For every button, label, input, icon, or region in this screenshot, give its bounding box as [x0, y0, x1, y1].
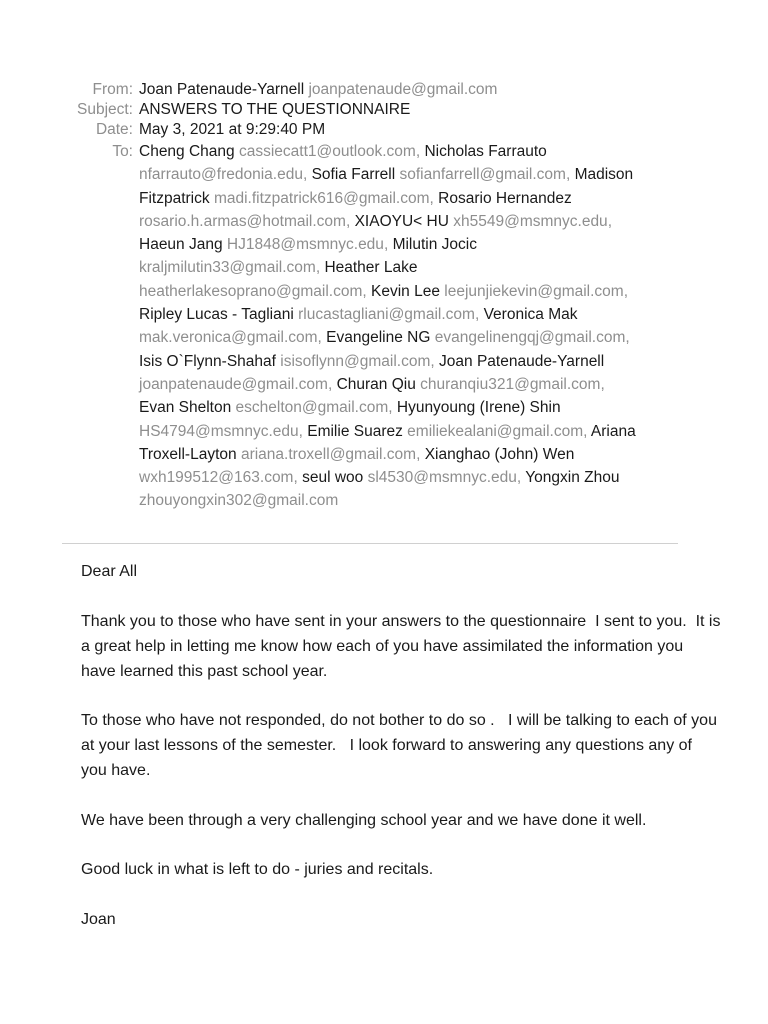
subject-row [0, 100, 768, 120]
recipient[interactable]: Nicholas Farrauto nfarrauto@fredonia.edu, [139, 143, 547, 184]
recipient[interactable]: Madison Fitzpatrick madi.fitzpatrick616@gmail.com, [139, 166, 634, 207]
subject-value: ANSWERS TO THE QUESTIONNAIRE [139, 101, 411, 118]
recipient[interactable]: Ariana Troxell-Layton ariana.troxell@gmail.com, [139, 422, 636, 463]
recipient[interactable]: Rosario Hernandez rosario.h.armas@hotmail.com, [139, 189, 572, 230]
sender-name[interactable]: Joan Patenaude-Yarnell [139, 81, 305, 98]
recipient-name[interactable]: Ariana Troxell-Layton [139, 422, 636, 463]
recipient-name[interactable]: Milutin Jocic [392, 236, 477, 254]
from-label: From: [92, 81, 133, 98]
recipient-email[interactable]: emiliekealani@gmail.com [407, 422, 584, 440]
recipient[interactable]: Heather Lake heatherlakesoprano@gmail.com, [139, 259, 418, 300]
body-paragraph: To those who have not responded, do not bother to do so . I will be talking to each of you at your last lessons of the semester. I look forward to answering any questions any of you have. [81, 712, 722, 779]
recipient-email[interactable]: zhouyongxin302@gmail.com [139, 492, 339, 510]
recipient-name[interactable]: Isis O`Flynn-Shahaf [139, 352, 276, 370]
body-paragraph: We have been through a very challenging school year and we have done it well. [81, 811, 647, 829]
recipient-name[interactable]: Joan Patenaude-Yarnell [439, 352, 605, 370]
recipient[interactable]: Xianghao (John) Wen wxh199512@163.com, [139, 445, 575, 487]
from-row [0, 80, 768, 100]
subject-label: Subject: [76, 101, 133, 118]
recipient-list [133, 140, 639, 513]
recipient[interactable]: Haeun Jang HJ1848@msmnyc.edu, [139, 236, 389, 254]
header-divider [62, 543, 678, 544]
recipient-name[interactable]: Nicholas Farrauto [424, 143, 547, 160]
recipient-name[interactable]: Yongxin Zhou [525, 469, 620, 487]
recipient-name[interactable]: Madison Fitzpatrick [139, 166, 634, 207]
message-body [81, 559, 725, 956]
recipient[interactable]: Churan Qiu churanqiu321@gmail.com, [336, 375, 605, 393]
recipient-email[interactable]: sl4530@msmnyc.edu [367, 469, 517, 487]
recipient-email[interactable]: heatherlakesoprano@gmail.com [139, 282, 363, 300]
recipient-email[interactable]: ariana.troxell@gmail.com [240, 445, 417, 463]
recipient[interactable]: Evan Shelton eschelton@gmail.com, [139, 399, 393, 417]
recipient[interactable]: Veronica Mak mak.veronica@gmail.com, [139, 306, 578, 347]
recipient-email[interactable]: kraljmilutin33@gmail.com [139, 259, 316, 277]
recipient[interactable]: Kevin Lee leejunjiekevin@gmail.com, [371, 282, 629, 300]
recipient-email[interactable]: rlucastagliani@gmail.com [298, 306, 475, 324]
recipient-email[interactable]: xh5549@msmnyc.edu [453, 212, 608, 230]
body-paragraph: Thank you to those who have sent in your answers to the questionnaire I sent to you. It is a great help in letting me know how each of you have assimilated the information you have learned this past school year. [81, 612, 725, 680]
to-label: To: [112, 143, 133, 160]
sender-email[interactable]: joanpatenaude@gmail.com [308, 81, 498, 98]
recipient-email[interactable]: leejunjiekevin@gmail.com [444, 282, 624, 300]
recipient[interactable]: Cheng Chang cassiecatt1@outlook.com, [139, 143, 421, 160]
email-header [0, 80, 768, 513]
recipient[interactable]: Emilie Suarez emiliekealani@gmail.com, [307, 422, 588, 440]
recipient[interactable]: Sofia Farrell sofianfarrell@gmail.com, [311, 166, 571, 184]
recipient-email[interactable]: joanpatenaude@gmail.com [139, 375, 328, 393]
recipient-name[interactable]: Hyunyoung (Irene) Shin [396, 399, 561, 417]
recipient-name[interactable]: Ripley Lucas - Tagliani [139, 306, 294, 324]
recipient-email[interactable]: nfarrauto@fredonia.edu [139, 166, 303, 184]
body-paragraph: Good luck in what is left to do - juries and recitals. [81, 861, 434, 878]
recipient[interactable]: seul woo sl4530@msmnyc.edu, [302, 469, 522, 487]
recipient-email[interactable]: churanqiu321@gmail.com [420, 375, 601, 393]
recipient-email[interactable]: evangelinengqj@gmail.com [434, 329, 626, 347]
recipient-email[interactable]: cassiecatt1@outlook.com [238, 143, 416, 160]
recipient-name[interactable]: XIAOYU< HU [354, 212, 449, 230]
recipient-name[interactable]: Heather Lake [324, 259, 418, 277]
greeting: Dear All [81, 563, 138, 580]
recipient-name[interactable]: Kevin Lee [371, 282, 440, 300]
recipient-email[interactable]: wxh199512@163.com [139, 469, 294, 487]
recipient-name[interactable]: Evan Shelton [139, 399, 232, 417]
recipient[interactable]: Joan Patenaude-Yarnell joanpatenaude@gmail.com, [139, 352, 605, 393]
recipient-name[interactable]: Evangeline NG [326, 329, 431, 347]
recipient-name[interactable]: Rosario Hernandez [438, 189, 572, 207]
signature: Joan [81, 910, 116, 928]
recipient-name[interactable]: Xianghao (John) Wen [424, 445, 575, 463]
recipient-name[interactable]: Cheng Chang [139, 143, 235, 160]
recipient-name[interactable]: seul woo [302, 469, 364, 487]
recipient-name[interactable]: Sofia Farrell [311, 166, 396, 184]
date-row [0, 120, 768, 140]
recipient-email[interactable]: rosario.h.armas@hotmail.com [139, 212, 346, 230]
recipient-email[interactable]: HS4794@msmnyc.edu [139, 422, 299, 440]
recipient[interactable]: Milutin Jocic kraljmilutin33@gmail.com, [139, 236, 477, 277]
recipient[interactable]: Hyunyoung (Irene) Shin HS4794@msmnyc.edu, [139, 399, 561, 440]
recipient-name[interactable]: Haeun Jang [139, 236, 223, 254]
recipient-email[interactable]: HJ1848@msmnyc.edu [226, 236, 384, 254]
from-value [133, 80, 497, 100]
recipient-email[interactable]: sofianfarrell@gmail.com [399, 166, 566, 184]
recipient-email[interactable]: isisoflynn@gmail.com [280, 352, 431, 370]
recipient-name[interactable]: Churan Qiu [336, 375, 416, 393]
recipient[interactable]: XIAOYU< HU xh5549@msmnyc.edu, [354, 212, 612, 230]
recipient-email[interactable]: eschelton@gmail.com [235, 399, 389, 417]
recipient[interactable]: Evangeline NG evangelinengqj@gmail.com, [326, 329, 630, 347]
recipient[interactable]: Isis O`Flynn-Shahaf isisoflynn@gmail.com, [139, 352, 435, 370]
to-row [0, 140, 768, 513]
recipient-name[interactable]: Veronica Mak [483, 306, 578, 324]
recipient-email[interactable]: mak.veronica@gmail.com [139, 329, 318, 347]
recipient-name[interactable]: Emilie Suarez [307, 422, 403, 440]
recipient[interactable]: Ripley Lucas - Tagliani rlucastagliani@gmail.com, [139, 306, 480, 324]
date-value: May 3, 2021 at 9:29:40 PM [139, 121, 326, 138]
date-label: Date: [95, 121, 133, 138]
recipient-email[interactable]: madi.fitzpatrick616@gmail.com [213, 189, 430, 207]
